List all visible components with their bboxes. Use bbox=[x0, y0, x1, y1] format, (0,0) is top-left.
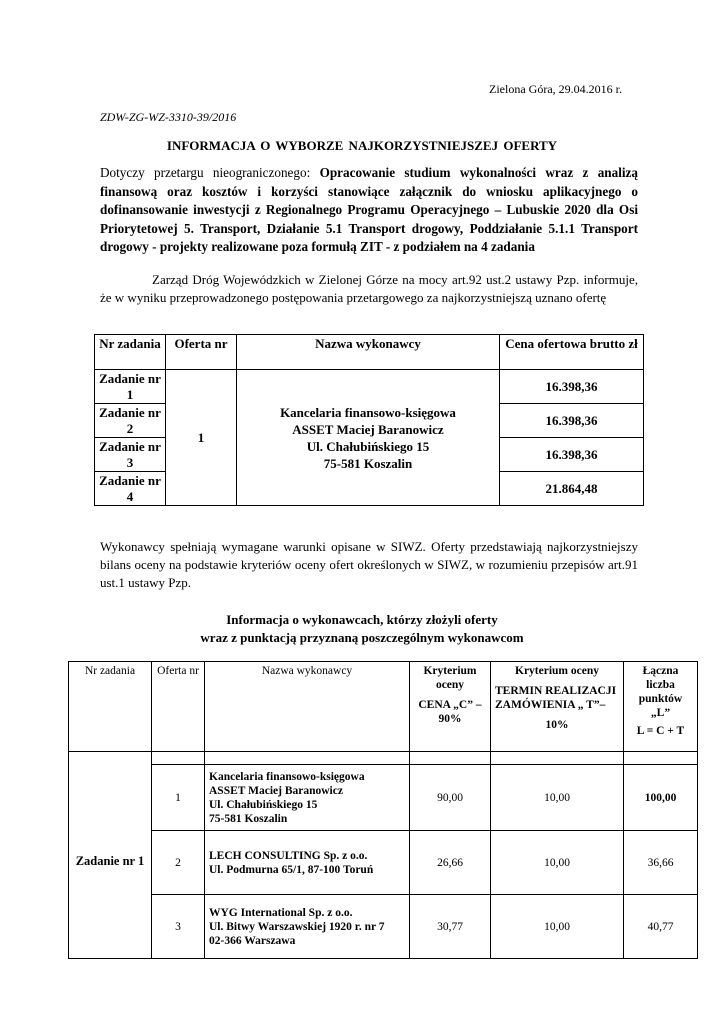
header-task: Nr zadania bbox=[69, 662, 152, 752]
price-cell: 16.398,36 bbox=[500, 404, 644, 438]
contractor-line: ASSET Maciej Baranowicz bbox=[292, 421, 444, 437]
criterion-detail: CENA „C” – 90% bbox=[418, 699, 482, 725]
contractor-line: Ul. Bitwy Warszawskiej 1920 r. nr 7 bbox=[209, 920, 385, 933]
subject-prefix: Dotyczy przetargu nieograniczonego: bbox=[100, 165, 320, 180]
header-total bbox=[624, 662, 698, 752]
total-points-cell: 40,77 bbox=[624, 895, 698, 959]
header-contractor: Nazwa wykonawcy bbox=[205, 662, 410, 752]
contractor-line: 02-366 Warszawa bbox=[209, 934, 296, 947]
contractor-line: LECH CONSULTING Sp. z o.o. bbox=[209, 849, 368, 862]
contractor-line: Ul. Chałubińskiego 15 bbox=[306, 438, 430, 454]
header-time-criterion bbox=[491, 662, 624, 752]
table-row bbox=[69, 895, 698, 959]
contractors-info-title bbox=[0, 611, 724, 647]
time-points-cell: 10,00 bbox=[491, 895, 624, 959]
offer-number-cell: 3 bbox=[152, 895, 205, 959]
conditions-paragraph: Wykonawcy spełniają wymagane warunki opisane w SIWZ. Oferty przedstawiają najkorzystniejszy bilans oceny na podstawie kryteriów oceny ofert określonych w SIWZ, w rozumieniu przepisów art.91 ust.1 ustawy Pzp. bbox=[100, 539, 638, 590]
criterion-label: Kryterium oceny bbox=[515, 665, 599, 677]
selected-offer-table bbox=[94, 334, 644, 506]
offer-number-cell: 1 bbox=[152, 765, 205, 831]
document-date: Zielona Góra, 29.04.2016 r. bbox=[489, 82, 622, 96]
header-offer: Oferta nr bbox=[152, 662, 205, 752]
header-contractor: Nazwa wykonawcy bbox=[237, 335, 500, 370]
scoring-table bbox=[68, 661, 698, 959]
total-points-cell: 36,66 bbox=[624, 831, 698, 895]
header-price: Cena ofertowa brutto zł bbox=[500, 335, 644, 370]
task-cell: Zadanie nr 1 bbox=[69, 765, 152, 959]
decision-text: Zarząd Dróg Wojewódzkich w Zielonej Górze na mocy art.92 ust.2 ustawy Pzp. informuje, że w wyniku przeprowadzonego postępowania przetargowego za najkorzystniejszą uznano ofertę bbox=[100, 272, 638, 305]
contractor-line: Kancelaria finansowo-księgowa bbox=[209, 770, 365, 783]
contractor-line: Kancelaria finansowo-księgowa bbox=[280, 404, 456, 420]
price-cell: 16.398,36 bbox=[500, 438, 644, 472]
offer-number-cell: 1 bbox=[166, 370, 237, 506]
document-title: INFORMACJA O WYBORZE NAJKORZYSTNIEJSZEJ OFERTY bbox=[166, 138, 558, 153]
total-label: Łączna liczba punktów „L” bbox=[638, 665, 683, 719]
contractor-line: Ul. Podmurna 65/1, 87-100 Toruń bbox=[209, 863, 374, 876]
table-row bbox=[69, 831, 698, 895]
contractor-line: WYG International Sp. z o.o. bbox=[209, 906, 353, 919]
price-points-cell: 26,66 bbox=[410, 831, 491, 895]
contractor-line: 75-581 Koszalin bbox=[323, 455, 413, 471]
header-task: Nr zadania bbox=[95, 335, 166, 370]
task-cell: Zadanie nr 1 bbox=[95, 370, 166, 404]
total-points-cell: 100,00 bbox=[624, 765, 698, 831]
time-points-cell: 10,00 bbox=[491, 831, 624, 895]
table-row bbox=[69, 765, 698, 831]
criterion-weight: 10% bbox=[545, 719, 569, 731]
contractor-line: ASSET Maciej Baranowicz bbox=[209, 784, 343, 797]
contractor-line: 75-581 Koszalin bbox=[209, 812, 288, 825]
total-formula: L = C + T bbox=[636, 725, 685, 737]
contractor-cell bbox=[205, 765, 410, 831]
price-cell: 16.398,36 bbox=[500, 370, 644, 404]
decision-paragraph bbox=[100, 271, 638, 307]
table-row bbox=[95, 370, 644, 404]
price-cell: 21.864,48 bbox=[500, 472, 644, 506]
spacer-row bbox=[69, 752, 698, 765]
contractor-cell bbox=[205, 831, 410, 895]
task-cell: Zadanie nr 3 bbox=[95, 438, 166, 472]
subject-bold-text: Opracowanie studium wykonalności wraz z analizą finansową oraz kosztów i korzyści stanowiące załącznik do wniosku aplikacyjnego o dofinansowanie inwestycji z Regionalnego Programu Operacyjnego – Lubuskie 2020 dla Osi Priorytetowej 5. Transport, Działanie 5.1 Transport drogowy, Poddziałanie 5.1.1 Transport drogowy - projekty realizowane poza formułą ZIT - z podziałem na 4 zadania bbox=[100, 165, 639, 254]
header-price-criterion bbox=[410, 662, 491, 752]
table-header-row bbox=[69, 662, 698, 752]
contractor-cell bbox=[237, 370, 500, 506]
info-title-line: wraz z punktacją przyznaną poszczególnym wykonawcom bbox=[200, 630, 524, 645]
header-offer: Oferta nr bbox=[166, 335, 237, 370]
time-points-cell: 10,00 bbox=[491, 765, 624, 831]
price-points-cell: 90,00 bbox=[410, 765, 491, 831]
reference-number: ZDW-ZG-WZ-3310-39/2016 bbox=[100, 110, 237, 124]
contractor-cell bbox=[205, 895, 410, 959]
criterion-label: Kryterium oceny bbox=[423, 665, 477, 691]
task-cell: Zadanie nr 2 bbox=[95, 404, 166, 438]
table-header-row bbox=[95, 335, 644, 370]
contractor-line: Ul. Chałubińskiego 15 bbox=[209, 798, 318, 811]
task-cell: Zadanie nr 4 bbox=[95, 472, 166, 506]
criterion-detail: TERMIN REALIZACJI ZAMÓWIENIA „ T”– bbox=[495, 685, 617, 711]
subject-paragraph bbox=[100, 164, 638, 257]
info-title-line: Informacja o wykonawcach, którzy złożyli oferty bbox=[226, 612, 498, 627]
offer-number-cell: 2 bbox=[152, 831, 205, 895]
price-points-cell: 30,77 bbox=[410, 895, 491, 959]
